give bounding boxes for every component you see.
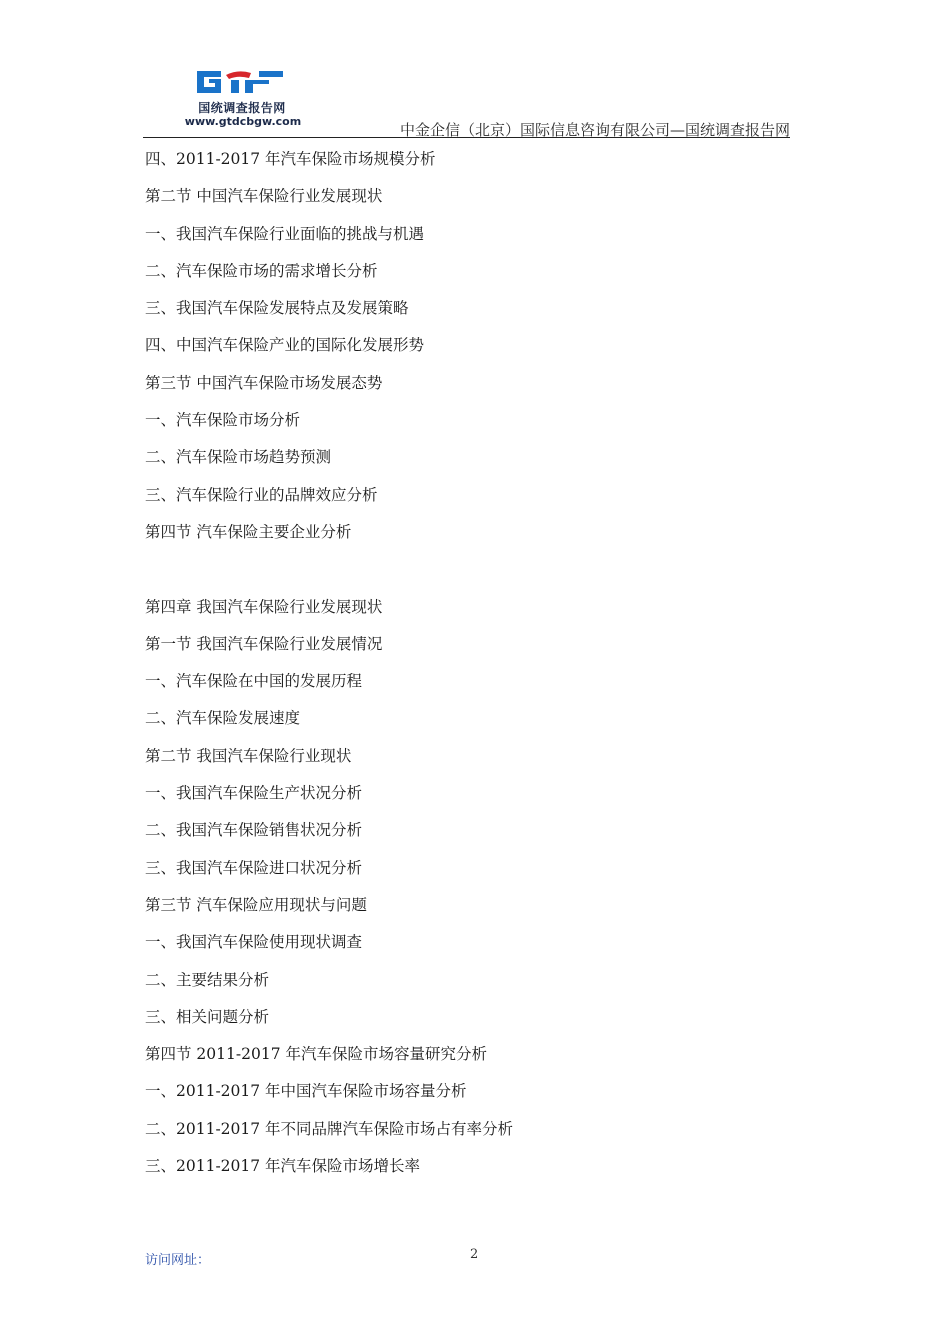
toc-item: 三、汽车保险行业的品牌效应分析 [145, 485, 378, 504]
toc-section-heading: 第三节 汽车保险应用现状与问题 [145, 895, 367, 914]
gtdcbgw-logo [173, 67, 313, 127]
toc-spacer [145, 555, 785, 592]
toc-item: 二、汽车保险发展速度 [145, 709, 301, 728]
toc-section-heading: 第二节 我国汽车保险行业现状 [145, 746, 352, 765]
header-divider [143, 137, 790, 138]
table-of-contents [145, 145, 785, 1189]
toc-item: 四、中国汽车保险产业的国际化发展形势 [145, 336, 425, 355]
toc-item: 二、2011-2017 年不同品牌汽车保险市场占有率分析 [145, 1119, 514, 1138]
logo-url: www.gtdcbgw.com [184, 115, 302, 128]
page-footer [145, 1247, 790, 1271]
toc-item: 三、我国汽车保险进口状况分析 [145, 858, 363, 877]
toc-section-heading: 第四节 2011-2017 年汽车保险市场容量研究分析 [145, 1045, 487, 1064]
toc-item: 一、我国汽车保险生产状况分析 [145, 784, 363, 803]
toc-item: 三、2011-2017 年汽车保险市场增长率 [145, 1157, 421, 1176]
toc-item: 一、我国汽车保险行业面临的挑战与机遇 [145, 224, 425, 243]
toc-item: 一、2011-2017 年中国汽车保险市场容量分析 [145, 1082, 467, 1101]
toc-item: 二、汽车保险市场的需求增长分析 [145, 261, 378, 280]
toc-item: 四、2011-2017 年汽车保险市场规模分析 [145, 150, 436, 168]
toc-item: 一、汽车保险在中国的发展历程 [145, 672, 363, 691]
toc-item: 二、汽车保险市场趋势预测 [145, 448, 332, 467]
toc-section-heading: 第二节 中国汽车保险行业发展现状 [145, 187, 383, 206]
toc-section-heading: 第三节 中国汽车保险市场发展态势 [145, 373, 383, 392]
logo-chinese-name: 国统调查报告网 [198, 101, 286, 115]
toc-item: 二、我国汽车保险销售状况分析 [145, 821, 363, 840]
page-number: 2 [470, 1247, 479, 1262]
toc-item: 二、主要结果分析 [145, 970, 270, 989]
toc-item: 一、我国汽车保险使用现状调查 [145, 933, 363, 952]
toc-section-heading: 第四节 汽车保险主要企业分析 [145, 522, 352, 541]
company-name: 中金企信（北京）国际信息咨询有限公司—国统调查报告网 [399, 121, 790, 139]
logo-mark-icon [193, 67, 289, 97]
toc-chapter-heading: 第四章 我国汽车保险行业发展现状 [145, 597, 383, 616]
toc-item: 三、相关问题分析 [145, 1007, 270, 1026]
toc-item: 一、汽车保险市场分析 [145, 411, 301, 430]
page-header [143, 62, 790, 138]
toc-section-heading: 第一节 我国汽车保险行业发展情况 [145, 634, 383, 653]
toc-item: 三、我国汽车保险发展特点及发展策略 [145, 299, 409, 318]
visit-url-link[interactable]: 访问网址： [145, 1253, 211, 1268]
